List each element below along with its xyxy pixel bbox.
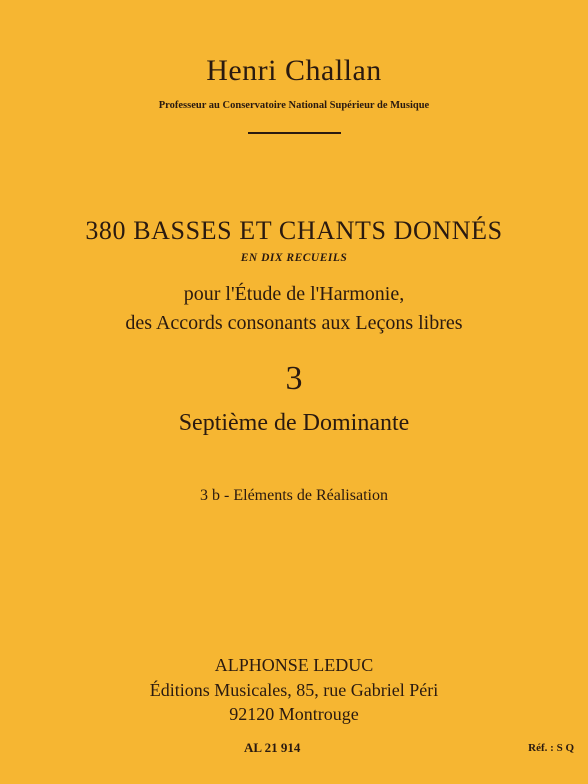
volume-part: 3 b - Eléments de Réalisation <box>200 487 388 504</box>
work-title: 380 BASSES ET CHANTS DONNÉS <box>85 216 503 245</box>
author-title: Professeur au Conservatoire National Supérieur de Musique <box>158 100 430 111</box>
reference-code: Réf. : S Q <box>528 742 574 754</box>
catalog-number: AL 21 914 <box>244 740 301 755</box>
publisher-address-line2: 92120 Montrouge <box>229 704 359 724</box>
work-purpose-line1: pour l'Étude de l'Harmonie, <box>183 283 405 305</box>
volume-title: Septième de Dominante <box>178 410 410 436</box>
author-name: Henri Challan <box>206 54 382 87</box>
divider-rule <box>248 132 341 134</box>
work-purpose-line2: des Accords consonants aux Leçons libres <box>125 312 463 334</box>
publisher-name: ALPHONSE LEDUC <box>214 655 374 675</box>
work-subtitle: EN DIX RECUEILS <box>240 252 348 264</box>
volume-number: 3 <box>285 360 303 397</box>
publisher-address-line1: Éditions Musicales, 85, rue Gabriel Péri <box>149 680 439 700</box>
